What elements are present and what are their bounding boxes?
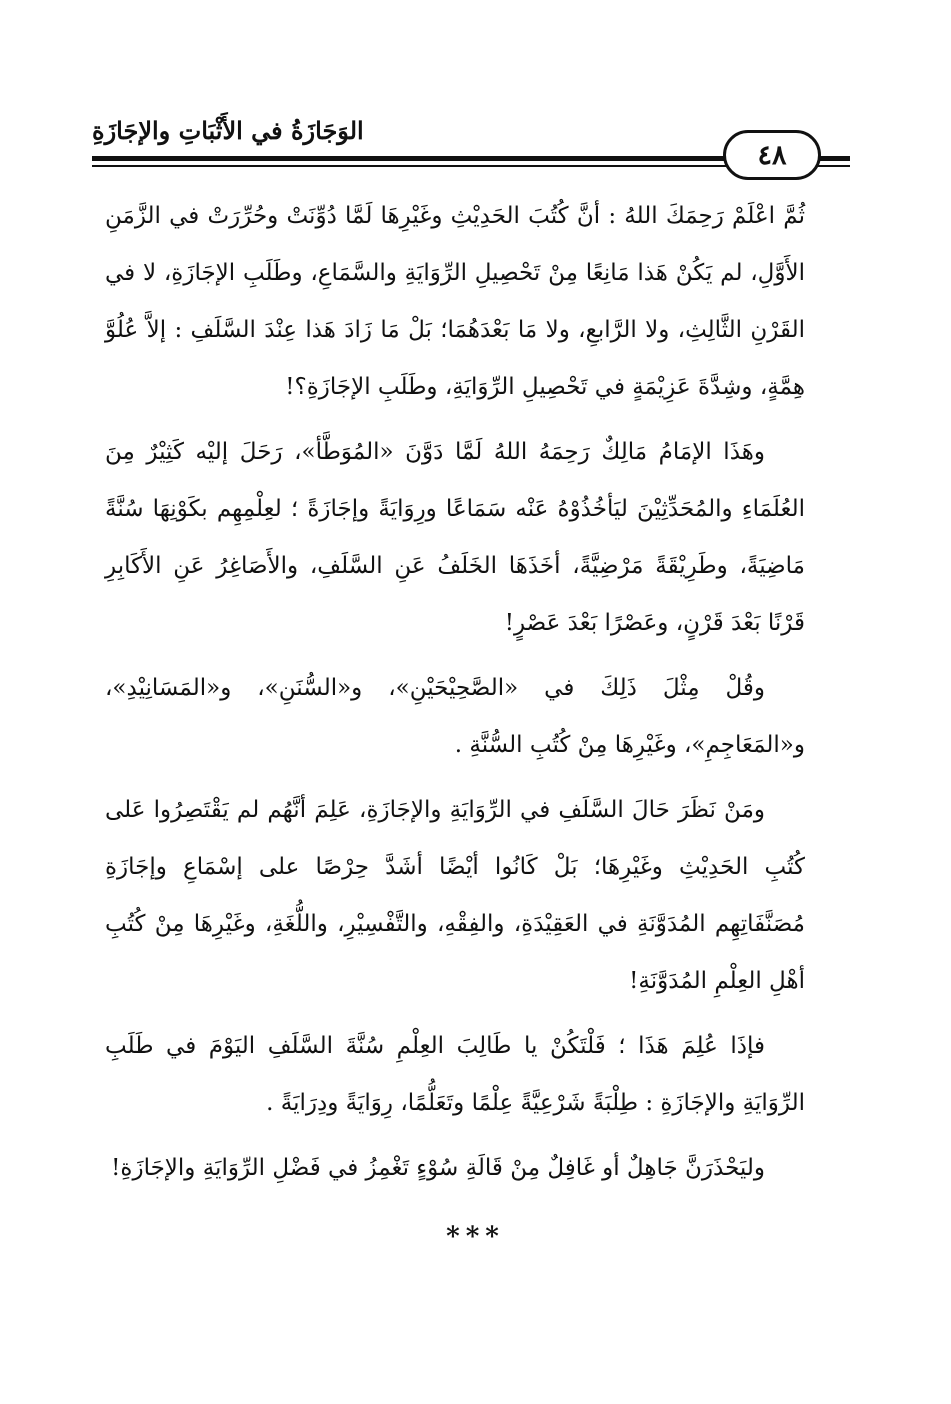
- paragraph-3: وقُلْ مِثْلَ ذَلِكَ في «الصَّحِيْحَيْنِ»، و«السُّنَنِ»، و«المَسَانِيْدِ»، و«المَعَاجِمِ»، وغَيْرِهَا مِنْ كُتُبِ السُّنَّةِ .: [105, 675, 805, 758]
- section-separator: ***: [446, 1222, 505, 1252]
- header-rule-right-thin: [818, 165, 850, 167]
- paragraph-6: وليَحْذَرَنَّ جَاهِلٌ أو غَافِلٌ مِنْ قَالَةِ سُوْءٍ تَغْمِزُ في فَضْلِ الرِّوَايَةِ والإجَازَةِ!: [111, 1155, 765, 1181]
- header-rule: [92, 156, 732, 161]
- page-number: ٤٨: [723, 130, 821, 180]
- header-rule-thin: [92, 165, 732, 167]
- paragraph-4: ومَنْ نَظَرَ حَالَ السَّلَفِ في الرِّوَايَةِ والإجَازَةِ، عَلِمَ أنَّهُم لم يَقْتَصِرُوا عَلى كُتُبِ الحَدِيْثِ وغَيْرِهَا؛ بَلْ كَانُوا أيْضًا أشَدَّ حِرْصًا على إسْمَاعِ وإجَازَةِ مُصَنَّفَاتِهِم المُدَوَّنَةِ في العَقِيْدَةِ، والفِقْهِ، والتَّفْسِيْرِ، واللُّغَةِ، وغَيْرِهَا مِنْ كُتُبِ أهْلِ العِلْمِ المُدَوَّنَةِ!: [105, 797, 805, 994]
- header-rule-right: [818, 156, 850, 161]
- page-header: [70, 112, 850, 182]
- paragraph-1: ثُمَّ اعْلَمْ رَحِمَكَ اللهُ : أنَّ كُتُبَ الحَدِيْثِ وغَيْرِهَا لَمَّا دُوِّنَتْ وحُرِّرَتْ في الزَّمَنِ الأَوَّلِ، لم يَكُنْ هَذا مَانِعًا مِنْ تَحْصِيلِ الرِّوَايَةِ والسَّمَاعِ، وطَلَبِ الإجَازَةِ، لا في القَرْنِ الثَّالِثِ، ولا الرَّابعِ، ولا مَا بَعْدَهُمَا؛ بَلْ مَا زَادَ هَذا عِنْدَ السَّلَفِ : إلاَّ عُلُوَّ هِمَّةٍ، وشِدَّةَ عَزِيْمَةٍ في تَحْصِيلِ الرِّوَايَةِ، وطَلَبِ الإجَازَةِ؟!: [105, 203, 805, 400]
- paragraph-2: وهَذَا الإمَامُ مَالِكٌ رَحِمَهُ اللهُ لَمَّا دَوَّنَ «المُوَطَّأ»، رَحَلَ إليْه كَثِيْرٌ مِنَ العُلَمَاءِ والمُحَدِّثِيْنَ ليَأخُذُوْهُ عَنْه سَمَاعًا ورِوَايَةً وإجَازَةً ؛ لعِلْمِهِم بكَوْنِهَا سُنَّةً مَاضِيَةً، وطَرِيْقَةً مَرْضِيَّةً، أخَذَهَا الخَلَفُ عَنِ السَّلَفِ، والأَصَاغِرُ عَنِ الأَكَابِرِ قَرْنًا بَعْدَ قَرْنٍ، وعَصْرًا بَعْدَ عَصْرٍ!: [105, 439, 805, 636]
- text-body: [105, 188, 805, 1205]
- running-title: الوَجَازَةُ في الأَثْبَاتِ والإجَازَةِ: [92, 116, 364, 145]
- paragraph-5: فإذَا عُلِمَ هَذَا ؛ فَلْتَكُنْ يا طَالِبَ العِلْمِ سُنَّةَ السَّلَفِ اليَوْمَ في طَلَبِ الرِّوَايَةِ والإجَازَةِ : طِلْبَةً شَرْعِيَّةً عِلْمًا وتَعَلُّمًا، رِوَايَةً ودِرَايَةً .: [105, 1033, 805, 1116]
